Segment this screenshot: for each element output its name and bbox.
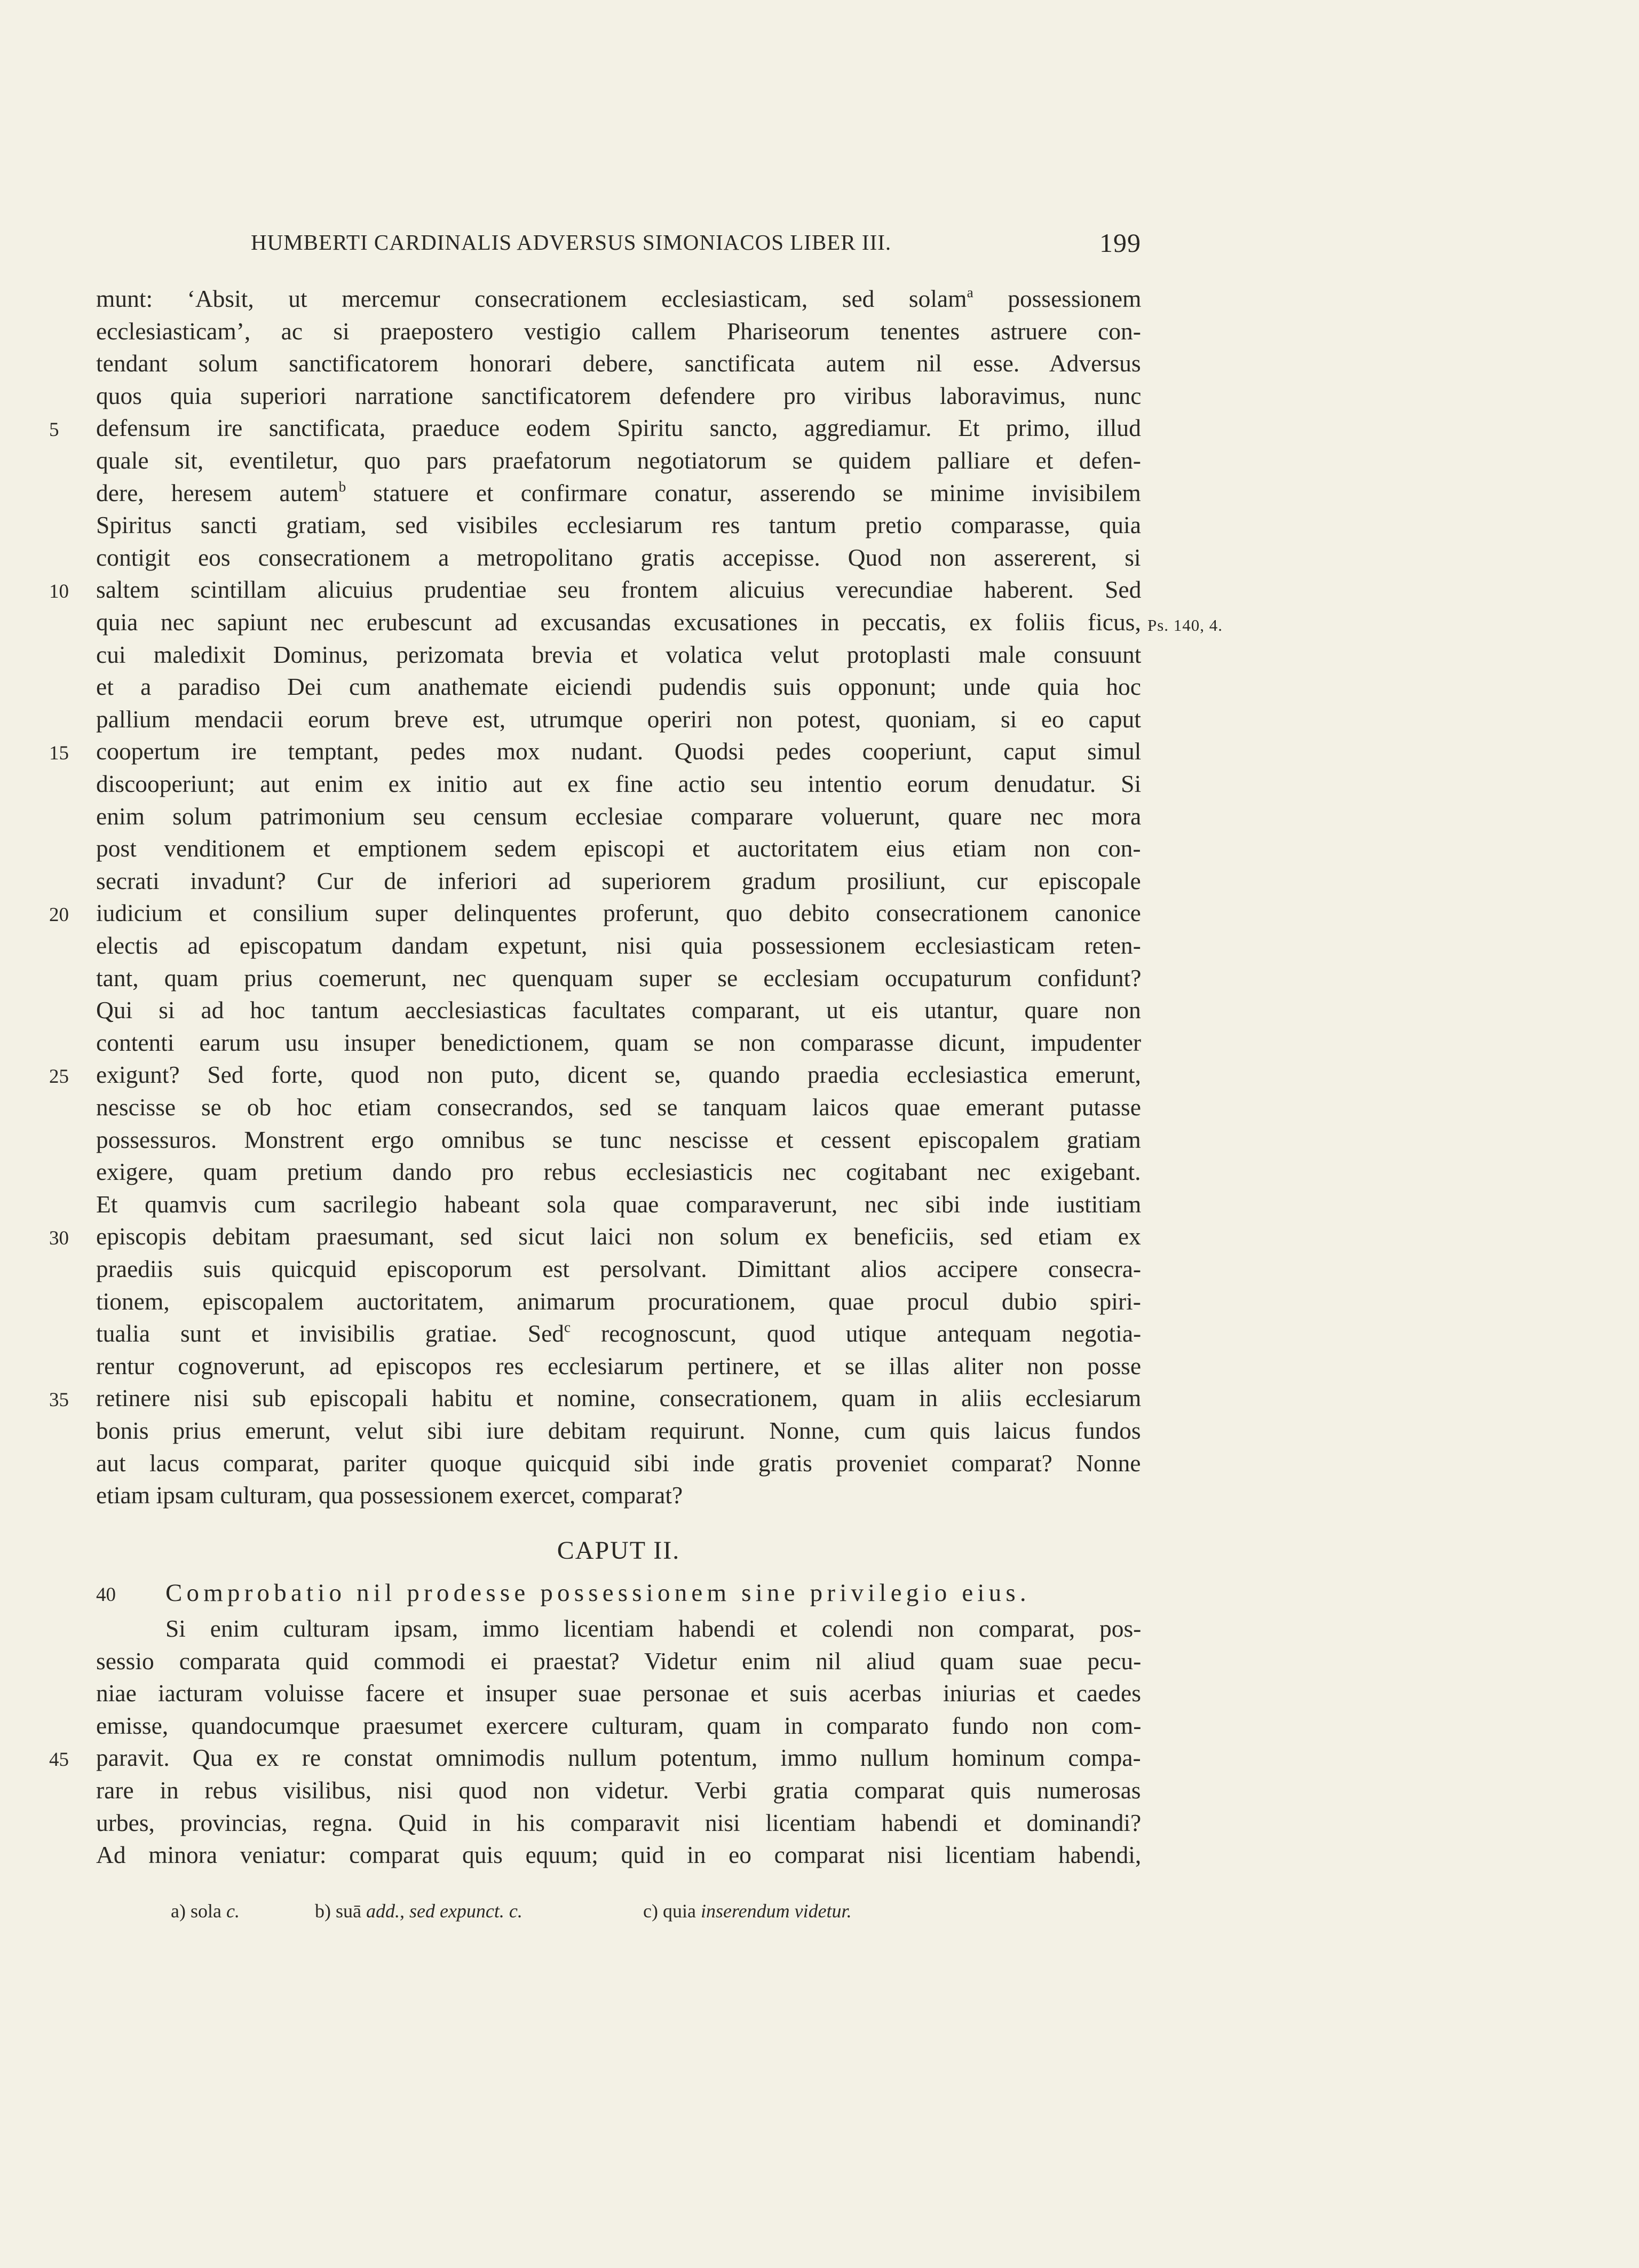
- line-number: 30: [49, 1227, 69, 1250]
- text-segment: Si enim culturam ipsam, immo licentiam habendi et colendi non comparat, pos-: [165, 1615, 1142, 1642]
- text-line: [96, 542, 1141, 574]
- line-text: [96, 412, 1141, 444]
- text-line: [96, 1447, 1141, 1479]
- margin-reference: Ps. 140, 4.: [1147, 616, 1223, 635]
- line-number: 15: [49, 742, 69, 765]
- line-text: [96, 509, 1141, 541]
- text-line: [96, 1839, 1141, 1871]
- line-number: 20: [49, 904, 69, 926]
- text-segment: statuere et confirmare conatur, asserendo se minime invisibilem: [346, 479, 1141, 506]
- line-text: [96, 283, 1141, 315]
- line-text: [96, 832, 1141, 865]
- text-line: [96, 1479, 1141, 1511]
- line-text: [96, 347, 1141, 379]
- text-line: [96, 994, 1141, 1026]
- text-segment: etiam ipsam culturam, qua possessionem exercet, comparat?: [96, 1481, 683, 1509]
- page-number: 199: [1099, 228, 1141, 258]
- text-segment: pallium mendacii eorum breve est, utrumque operiri non potest, quoniam, si eo caput: [96, 705, 1141, 733]
- text-segment: munt: ‘Absit, ut mercemur consecrationem ecclesiasticam, sed solam: [96, 285, 967, 312]
- text-line: [96, 1318, 1141, 1350]
- line-text: [96, 897, 1141, 929]
- text-line: [96, 1286, 1141, 1318]
- text-line: [96, 1091, 1141, 1123]
- line-text: [96, 1807, 1141, 1839]
- text-segment: exigere, quam pretium dando pro rebus ecclesiasticis nec cogitabant nec exigebant.: [96, 1158, 1141, 1186]
- running-head-title: HUMBERTI CARDINALIS ADVERSUS SIMONIACOS LIBER III.: [251, 230, 892, 255]
- line-text: [96, 639, 1141, 671]
- footnote-marker: c: [564, 1319, 571, 1336]
- chapter-subtitle-text: Comprobatio nil prodesse possessionem sine privilegio eius.: [165, 1579, 1031, 1607]
- text-line: [49, 574, 1142, 606]
- text-segment: saltem scintillam alicuius prudentiae seu frontem alicuius verecundiae haberent. Sed: [96, 576, 1142, 604]
- text-line: [96, 509, 1141, 541]
- text-segment: nescisse se ob hoc etiam consecrandos, sed se tanquam laicos quae emerant putasse: [96, 1093, 1141, 1121]
- text-line: [96, 1415, 1141, 1447]
- text-segment: iudicium et consilium super delinquentes proferunt, quo debito consecrationem canonice: [96, 899, 1141, 927]
- text-line: [49, 1220, 1141, 1252]
- text-segment: niae iacturam voluisse facere et insuper suae personae et suis acerbas iniurias et caedes: [96, 1679, 1141, 1707]
- text-segment: Ad minora veniatur: comparat quis equum; quid in eo comparat nisi licentiam habendi,: [96, 1841, 1142, 1869]
- text-line: [96, 962, 1141, 994]
- line-text: [96, 735, 1141, 767]
- text-segment: defensum ire sanctificata, praeduce eodem Spiritu sancto, aggrediamur. Et primo, illud: [96, 414, 1141, 442]
- line-text: [96, 477, 1141, 509]
- line-text: [96, 1645, 1141, 1677]
- text-line: [96, 703, 1141, 735]
- line-number: 45: [49, 1749, 69, 1771]
- text-segment: rentur cognoverunt, ad episcopos res ecclesiarum pertinere, et se illas aliter non posse: [96, 1352, 1142, 1379]
- line-text: [96, 1710, 1141, 1742]
- text-line: [96, 930, 1141, 962]
- text-segment: emisse, quandocumque praesumet exercere culturam, quam in comparato fundo non com-: [96, 1711, 1142, 1739]
- text-segment: sessio comparata quid commodi ei praestat? Videtur enim nil aliud quam suae pecu-: [96, 1647, 1142, 1675]
- line-text: [96, 315, 1141, 347]
- text-segment: aut lacus comparat, pariter quoque quicquid sibi inde gratis proveniet comparat? Nonne: [96, 1449, 1141, 1477]
- line-text: [96, 445, 1141, 477]
- line-text: [96, 1382, 1141, 1414]
- text-segment: et a paradiso Dei cum anathemate eiciendi pudendis suis opponunt; unde quia hoc: [96, 673, 1141, 701]
- text-segment: coopertum ire temptant, pedes mox nudant. Quodsi pedes cooperiunt, caput simul: [96, 738, 1142, 765]
- text-segment: possessionem: [973, 285, 1142, 312]
- text-line: [96, 1027, 1141, 1059]
- line-number: 35: [49, 1389, 69, 1411]
- text-segment: Et quamvis cum sacrilegio habeant sola quae comparaverunt, nec sibi inde iustitiam: [96, 1190, 1142, 1218]
- text-segment: praediis suis quicquid episcoporum est persolvant. Dimittant alios accipere consecra-: [96, 1255, 1142, 1282]
- text-segment: contenti earum usu insuper benedictionem, quam se non comparasse dicunt, impudenter: [96, 1028, 1142, 1056]
- line-text: [96, 703, 1141, 735]
- text-line: [49, 412, 1141, 444]
- text-line: [96, 800, 1141, 832]
- text-line: [96, 477, 1141, 509]
- line-text: [96, 1220, 1141, 1252]
- text-segment: secrati invadunt? Cur de inferiori ad superiorem gradum prosiliunt, cur episcopale: [96, 867, 1141, 894]
- text-line: [96, 671, 1141, 703]
- line-text: [96, 1188, 1141, 1220]
- footnote-marker: b: [338, 478, 346, 495]
- text-segment: dere, heresem autem: [96, 479, 339, 506]
- text-line: [96, 1613, 1141, 1645]
- line-text: [96, 1027, 1141, 1059]
- text-line: [96, 1253, 1141, 1285]
- line-text: [96, 1318, 1141, 1350]
- text-segment: exigunt? Sed forte, quod non puto, dicent se, quando praedia ecclesiastica emerunt,: [96, 1061, 1141, 1089]
- line-text: [96, 1447, 1141, 1479]
- text-line: [96, 1807, 1141, 1839]
- text-line: [96, 639, 1141, 671]
- text-segment: possessuros. Monstrent ergo omnibus se tunc nescisse et cessent episcopalem gratiam: [96, 1125, 1141, 1153]
- text-line: [49, 735, 1142, 767]
- line-number: 40: [96, 1584, 116, 1606]
- line-text: [96, 671, 1141, 703]
- line-text: [96, 542, 1141, 574]
- text-segment: bonis prius emerunt, velut sibi iure debitam requirunt. Nonne, cum quis laicus fundos: [96, 1417, 1141, 1444]
- line-text: [96, 1091, 1141, 1123]
- text-line: [96, 283, 1141, 315]
- text-segment: electis ad episcopatum dandam expetunt, nisi quia possessionem ecclesiasticam reten-: [96, 932, 1141, 959]
- line-number: 5: [49, 419, 59, 441]
- text-segment: cui maledixit Dominus, perizomata brevia et volatica velut protoplasti male consuunt: [96, 640, 1142, 668]
- chapter-subtitle: [96, 1577, 1141, 1609]
- line-text: [96, 1059, 1141, 1091]
- text-segment: contigit eos consecrationem a metropolitano gratis accepisse. Quod non assererent, si: [96, 543, 1141, 571]
- text-line: [96, 1645, 1141, 1677]
- line-text: [96, 1774, 1141, 1806]
- line-text: [96, 962, 1141, 994]
- text-line: [96, 1188, 1141, 1220]
- text-line: [96, 1774, 1141, 1806]
- line-number: 25: [49, 1066, 69, 1088]
- text-segment: urbes, provincias, regna. Quid in his comparavit nisi licentiam habendi et dominandi?: [96, 1809, 1142, 1836]
- text-segment: tant, quam prius coemerunt, nec quenquam super se ecclesiam occupaturum confidunt?: [96, 964, 1142, 992]
- text-line: [49, 1382, 1142, 1414]
- text-line: [96, 1156, 1141, 1188]
- text-line: [96, 347, 1141, 379]
- text-segment: post venditionem et emptionem sedem episcopi et auctoritatem eius etiam non con-: [96, 835, 1141, 862]
- text-line: [96, 832, 1141, 865]
- text-line: [49, 1059, 1141, 1091]
- line-text: [96, 1156, 1141, 1188]
- text-segment: ecclesiasticam’, ac si praepostero vestigio callem Phariseorum tenentes astruere con-: [96, 317, 1141, 345]
- text-segment: quos quia superiori narratione sanctificatorem defendere pro viribus laboravimus, nunc: [96, 382, 1142, 409]
- text-line: [96, 606, 1223, 638]
- text-segment: Spiritus sancti gratiam, sed visibiles ecclesiarum res tantum pretio comparasse, quia: [96, 511, 1141, 539]
- line-text: [96, 865, 1141, 897]
- text-line: [96, 768, 1141, 800]
- text-segment: discooperiunt; aut enim ex initio aut ex fine actio seu intentio eorum denudatur. Si: [96, 770, 1142, 797]
- line-text: [96, 1253, 1141, 1285]
- text-line: [96, 1677, 1141, 1709]
- line-text: [96, 800, 1141, 832]
- text-line: [96, 1350, 1141, 1382]
- text-segment: tendant solum sanctificatorem honorari debere, sanctificata autem nil esse. Adversus: [96, 350, 1141, 377]
- text-line: [96, 445, 1141, 477]
- line-text: [165, 1613, 1141, 1645]
- text-segment: Qui si ad hoc tantum aecclesiasticas facultates comparant, ut eis utantur, quare non: [96, 996, 1141, 1024]
- text-segment: retinere nisi sub episcopali habitu et nomine, consecrationem, quam in aliis ecclesiarum: [96, 1384, 1142, 1412]
- text-line: [96, 380, 1141, 412]
- line-text: [96, 930, 1141, 962]
- text-line: [49, 897, 1141, 929]
- text-segment: quia nec sapiunt nec erubescunt ad excusandas excusationes in peccatis, ex foliis ficus,: [96, 608, 1141, 636]
- line-text: [96, 768, 1141, 800]
- line-text: [96, 1415, 1141, 1447]
- text-line: [96, 865, 1141, 897]
- text-line: [96, 1124, 1141, 1156]
- footnote-c: c) quia inserendum videtur.: [643, 1900, 852, 1922]
- line-text: [96, 1677, 1141, 1709]
- text-segment: episcopis debitam praesumant, sed sicut laici non solum ex beneficiis, sed etiam ex: [96, 1223, 1141, 1250]
- line-text: [96, 1479, 1141, 1511]
- line-text: [96, 994, 1141, 1026]
- line-number: 10: [49, 581, 69, 603]
- line-text: [96, 1286, 1141, 1318]
- text-segment: tionem, episcopalem auctoritatem, animarum procurationem, quae procul dubio spiri-: [96, 1287, 1141, 1315]
- text-line: [49, 1742, 1141, 1774]
- text-segment: quale sit, eventiletur, quo pars praefatorum negotiatorum se quidem palliare et defen-: [96, 447, 1141, 474]
- line-text: [96, 606, 1141, 638]
- text-segment: paravit. Qua ex re constat omnimodis nullum potentum, immo nullum hominum compa-: [96, 1744, 1141, 1772]
- text-segment: rare in rebus visilibus, nisi quod non videtur. Verbi gratia comparat quis numerosas: [96, 1777, 1141, 1804]
- line-text: [96, 380, 1141, 412]
- chapter-title: CAPUT II.: [557, 1536, 680, 1565]
- footnote-a: a) sola c.: [171, 1900, 240, 1922]
- line-text: [96, 574, 1141, 606]
- footnote-b: b) suā add., sed expunct. c.: [315, 1900, 522, 1922]
- line-text: [96, 1350, 1141, 1382]
- line-text: [96, 1124, 1141, 1156]
- text-segment: enim solum patrimonium seu censum ecclesiae comparare voluerunt, quare nec mora: [96, 802, 1142, 830]
- text-segment: tualia sunt et invisibilis gratiae. Sed: [96, 1320, 565, 1347]
- line-text: [96, 1839, 1141, 1871]
- footnote-marker: a: [967, 284, 973, 300]
- text-line: [96, 1710, 1141, 1742]
- text-line: [96, 315, 1141, 347]
- line-text: [96, 1742, 1141, 1774]
- text-segment: recognoscunt, quod utique antequam negotia-: [571, 1320, 1142, 1347]
